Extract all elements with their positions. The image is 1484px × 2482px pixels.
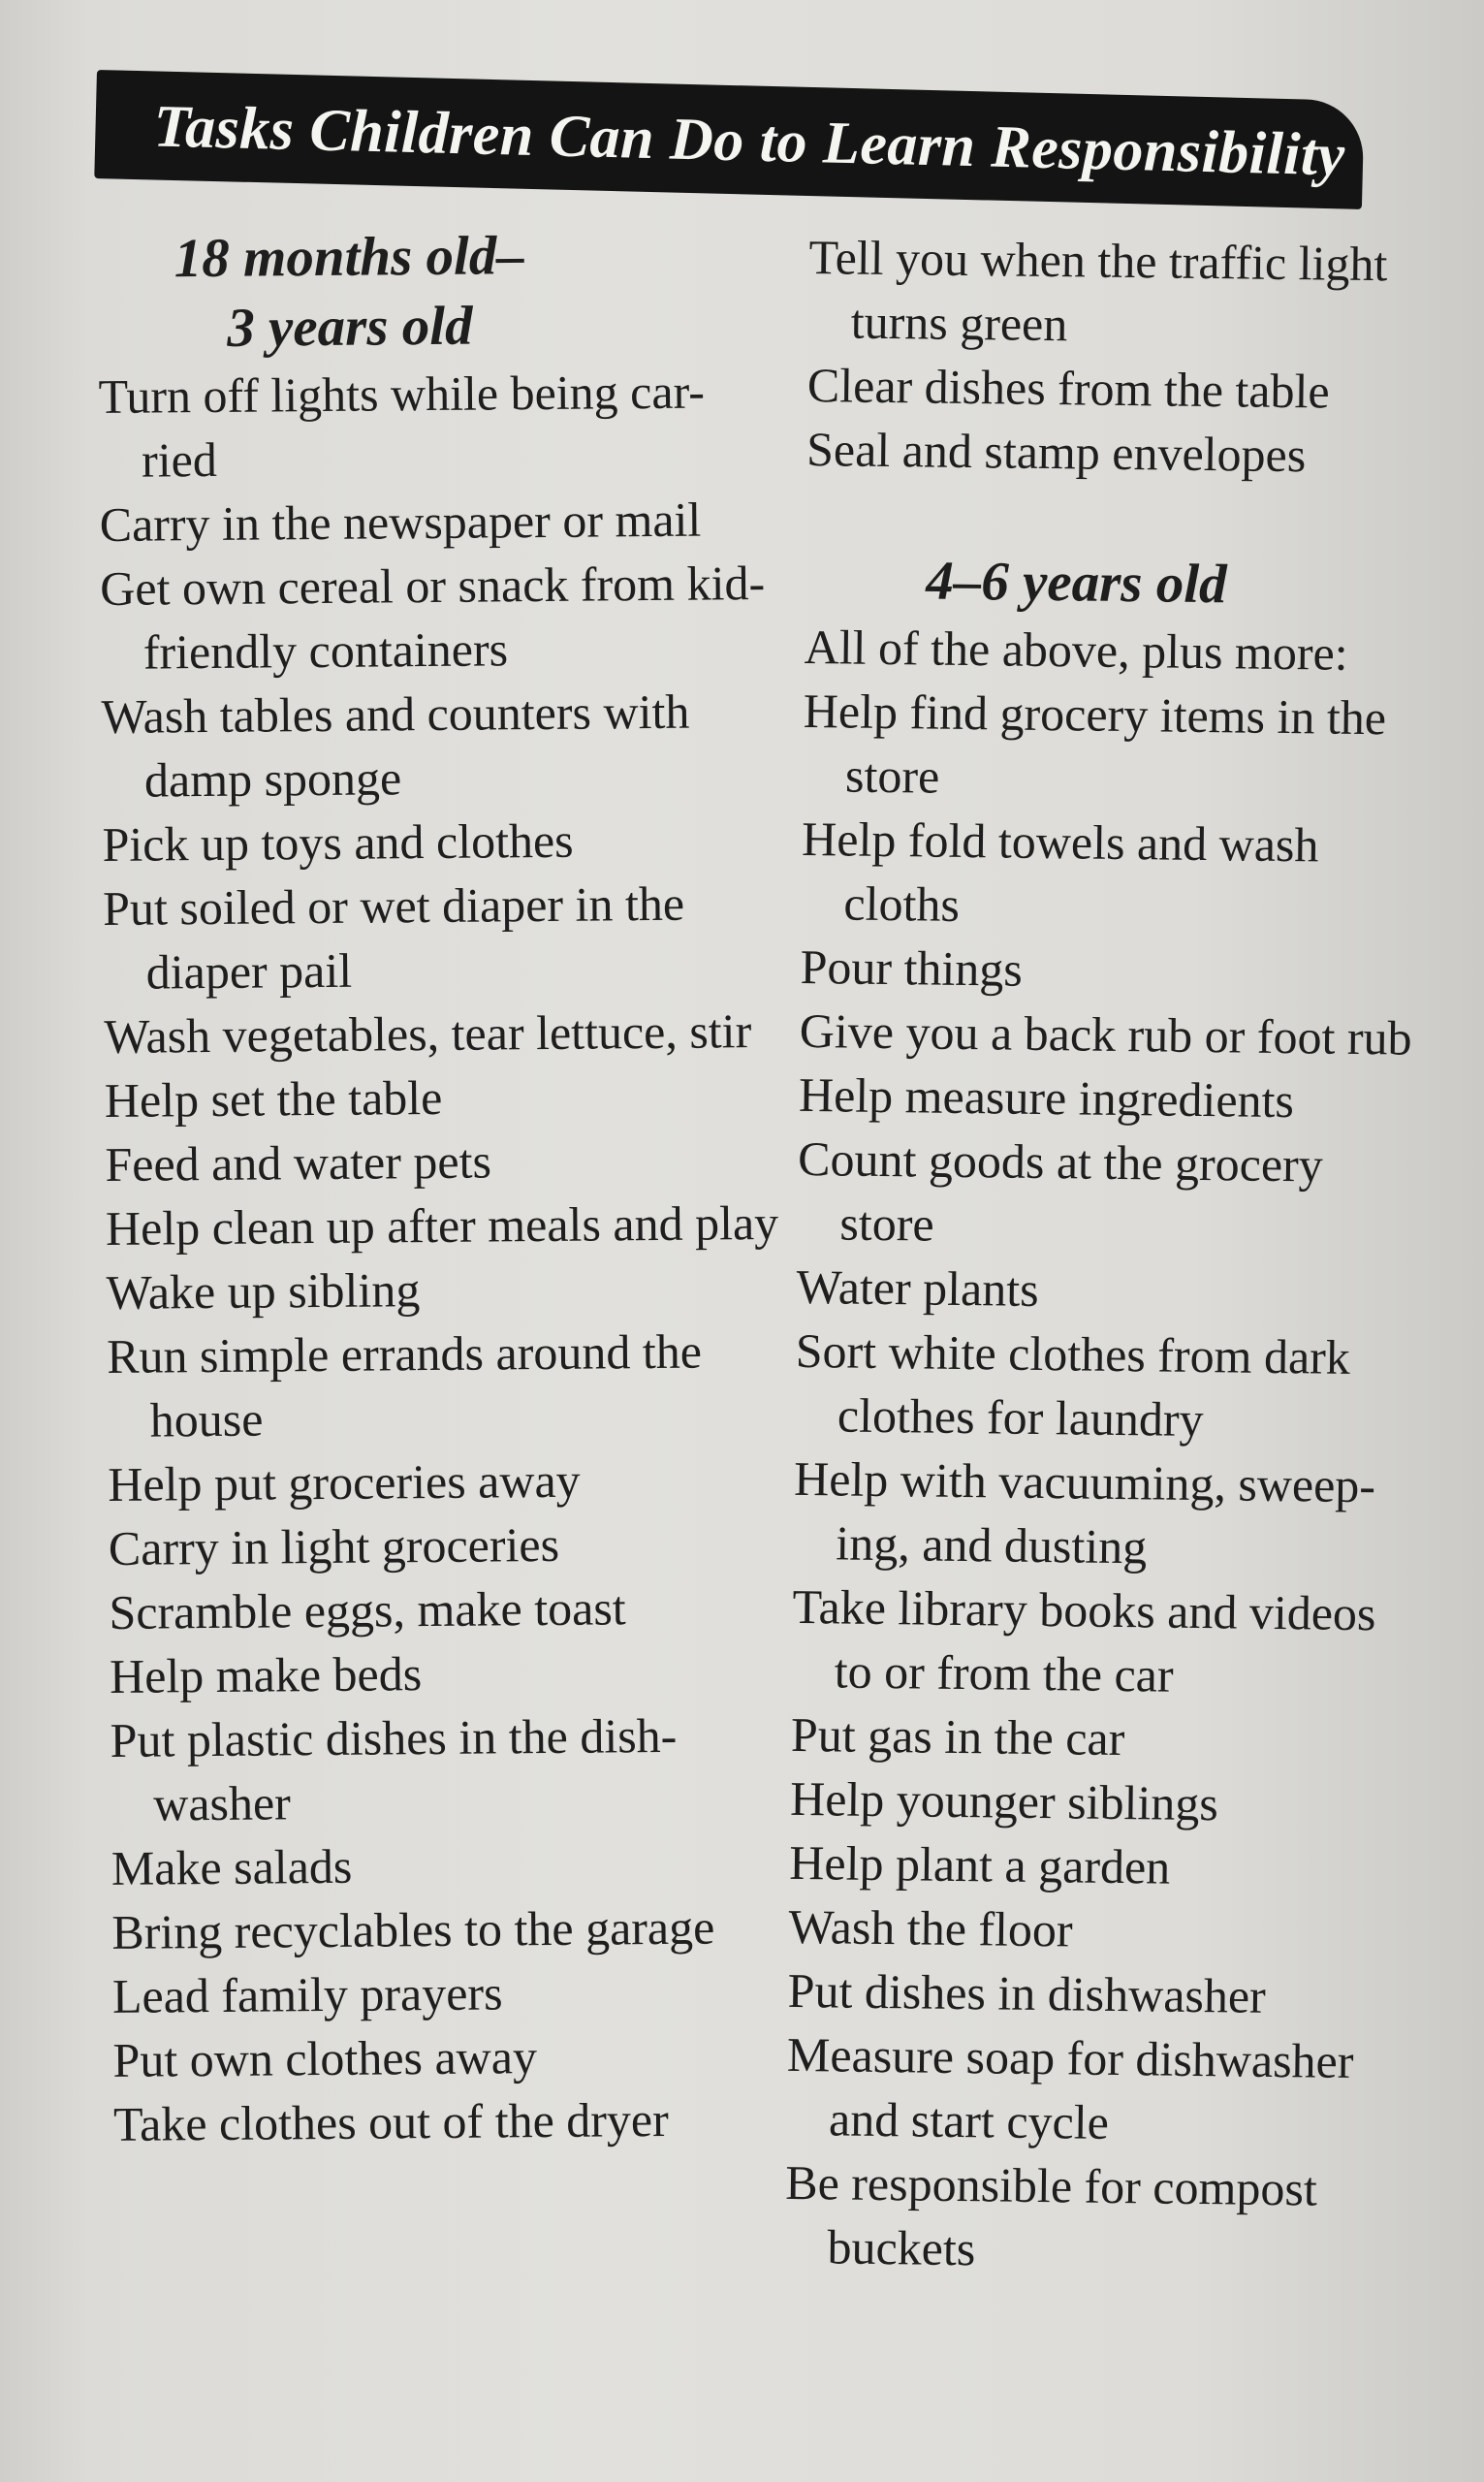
list-item: Wash tables and counters with damp sponge — [101, 684, 690, 808]
list-item: Pick up toys and clothes — [102, 812, 574, 872]
list-item: Help make beds — [109, 1646, 423, 1703]
list-item: Wash vegetables, tear lettuce, stir — [104, 1003, 752, 1064]
list-item: Help clean up after meals and play — [105, 1194, 779, 1256]
section-heading-toddler — [97, 220, 602, 365]
list-item: Put plastic dishes in the dish-washer — [110, 1707, 678, 1831]
list-item: Be responsible for compost buckets — [784, 2154, 1318, 2276]
list-item: Take library books and videos to or from the car — [792, 1578, 1376, 1702]
list-item: Get own cereal or snack from kid-friendly containers — [100, 556, 766, 680]
list-item: Help younger siblings — [789, 1770, 1219, 1831]
list-item: Help find grocery items in the store — [803, 683, 1387, 804]
list-item: Lead family prayers — [111, 1965, 503, 2023]
list-item: Scramble eggs, make toast — [109, 1580, 626, 1639]
list-item: Water plants — [796, 1258, 1040, 1317]
list-item: Put soiled or wet diaper in the diaper pail — [102, 875, 685, 1000]
section-intro: All of the above, plus more: — [804, 619, 1348, 681]
section-heading-line-1: 18 months old– — [174, 225, 525, 290]
task-list-preschool — [784, 679, 1424, 2286]
list-item: Carry in the newspaper or mail — [99, 492, 702, 552]
list-item: Bring recyclables to the garage — [111, 1899, 715, 1959]
list-item: Measure soap for dishwasher and start cycle — [786, 2026, 1354, 2149]
list-item: Turn off lights while being car-ried — [98, 364, 706, 488]
list-item: Carry in light groceries — [108, 1516, 560, 1575]
list-item: Pour things — [800, 939, 1024, 997]
list-item: Help put groceries away — [108, 1452, 581, 1511]
list-item: Put gas in the car — [790, 1706, 1125, 1766]
list-item: Help measure ingredients — [798, 1066, 1295, 1129]
list-item: Help fold towels and wash cloths — [801, 811, 1319, 932]
list-item: Help plant a garden — [789, 1834, 1171, 1894]
task-list-toddler-continued — [806, 225, 1430, 489]
list-item: Feed and water pets — [105, 1133, 492, 1192]
list-item: Put dishes in dishwasher — [787, 1962, 1267, 2023]
list-item: Help with vacuuming, sweep-ing, and dusting — [793, 1450, 1376, 1575]
right-column — [784, 225, 1430, 2286]
list-item: Clear dishes from the table — [806, 357, 1331, 419]
list-item: Wash the floor — [788, 1898, 1074, 1957]
left-column — [97, 219, 792, 2156]
list-item: Sort white clothes from dark clothes for laundry — [795, 1322, 1351, 1448]
list-item: Count goods at the grocery store — [797, 1130, 1324, 1252]
list-item: Seal and stamp envelopes — [805, 421, 1307, 483]
list-item: Give you a back rub or foot rub — [799, 1002, 1412, 1066]
list-item: Help set the table — [104, 1069, 443, 1128]
list-item: Make salads — [111, 1838, 353, 1895]
list-item: Take clothes out of the dryer — [112, 2091, 670, 2151]
list-item: Wake up sibling — [106, 1262, 421, 1320]
section-heading-preschool: 4–6 years old — [925, 550, 1228, 616]
task-list-toddler — [98, 359, 792, 2156]
list-item: Tell you when the traffic light turns green — [808, 229, 1388, 352]
list-item: Put own clothes away — [112, 2029, 538, 2087]
page-title: Tasks Children Can Do to Learn Responsibility — [152, 93, 1346, 189]
list-item: Run simple errands around the house — [106, 1323, 703, 1448]
title-banner — [94, 70, 1364, 209]
section-heading-line-2: 3 years old — [227, 295, 473, 359]
